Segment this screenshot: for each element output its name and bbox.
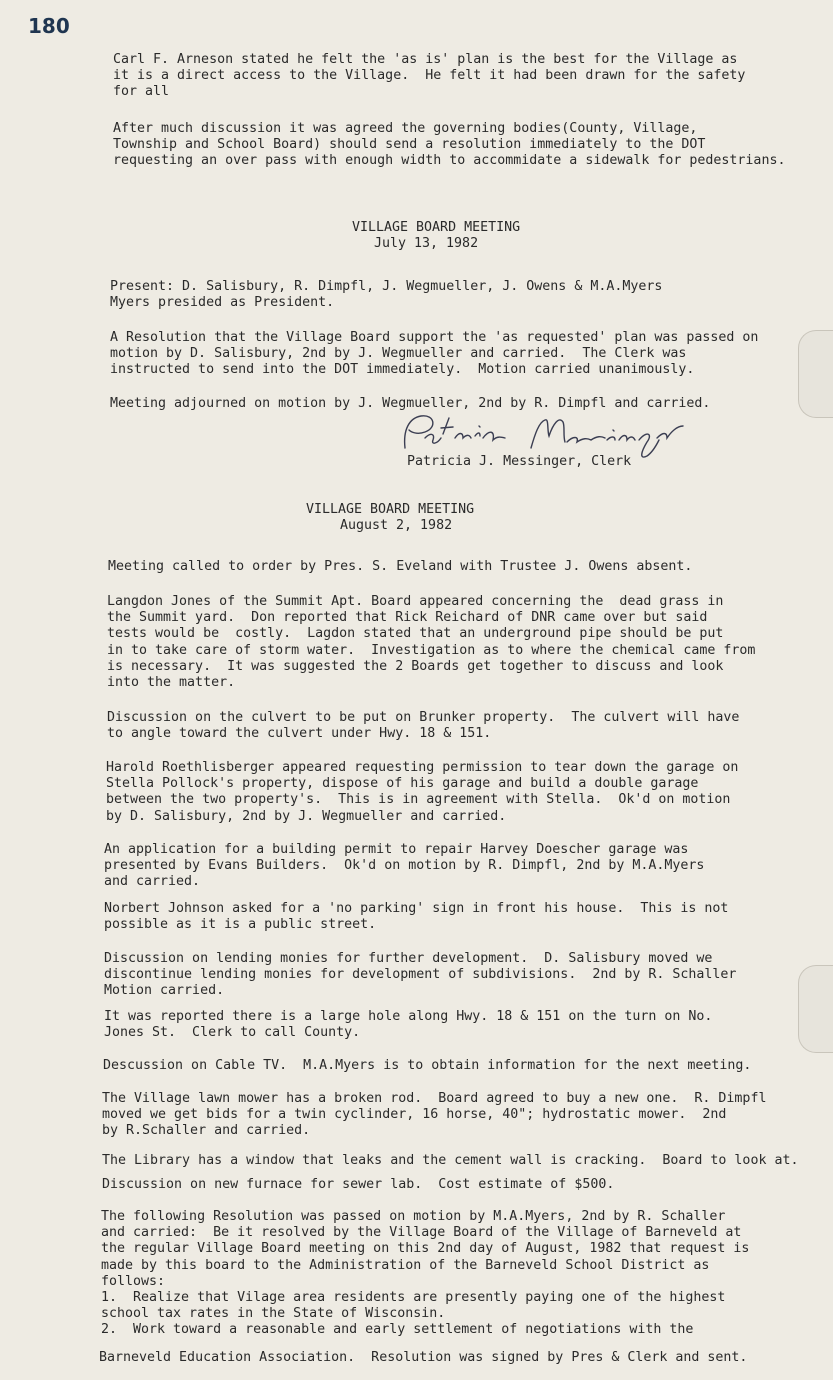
handwritten-signature — [395, 408, 700, 460]
binder-tab — [798, 330, 833, 418]
clerk-name: Patricia J. Messinger, Clerk — [407, 454, 632, 469]
meeting-heading: VILLAGE BOARD MEETING — [352, 220, 521, 235]
meeting-heading: VILLAGE BOARD MEETING — [306, 502, 475, 517]
paragraph: Discussion on new furnace for sewer lab. Cost estimate of $500. — [102, 1177, 615, 1192]
paragraph: Barneveld Education Association. Resolution was signed by Pres & Clerk and sent. — [99, 1350, 748, 1365]
paragraph: A Resolution that the Village Board support the 'as requested' plan was passed on motion by D. Salisbury, 2nd by J. Wegmueller and carried. The Clerk was instructed to send into the DOT immediately. Motion carried unanimously. — [110, 330, 759, 378]
paragraph: Carl F. Arneson stated he felt the 'as is' plan is the best for the Village as it is a direct access to the Village. He felt it had been drawn for the safety for all — [113, 52, 746, 100]
paragraph: An application for a building permit to repair Harvey Doescher garage was presented by Evans Builders. Ok'd on motion by R. Dimpfl, 2nd by M.A.Myers and carried. — [104, 842, 705, 890]
meeting-date: August 2, 1982 — [340, 518, 453, 533]
binder-tab — [798, 965, 833, 1053]
paragraph: The following Resolution was passed on motion by M.A.Myers, 2nd by R. Schaller and carried: Be it resolved by the Village Board of the Village of Barneveld at the regular Village Board meeting on this 2nd day of August, 1982 that request is made by this board to the Administration of the Barneveld School District as follows: 1. Realize that Vilage area residents are presently paying one of the highest school tax rates in the State of Wisconsin. 2. Work toward a reasonable and early settlement of negotiations with the — [101, 1209, 750, 1338]
paragraph: Present: D. Salisbury, R. Dimpfl, J. Wegmueller, J. Owens & M.A.Myers Myers presided as President. — [110, 279, 663, 311]
paragraph: Descussion on Cable TV. M.A.Myers is to obtain information for the next meeting. — [103, 1058, 752, 1073]
paragraph: Discussion on the culvert to be put on Brunker property. The culvert will have to angle toward the culvert under Hwy. 18 & 151. — [107, 710, 740, 742]
paragraph: The Village lawn mower has a broken rod. Board agreed to buy a new one. R. Dimpfl moved we get bids for a twin cyclinder, 16 horse, 40"; hydrostatic mower. 2nd by R.Schaller and carried. — [102, 1091, 767, 1139]
paragraph: Langdon Jones of the Summit Apt. Board appeared concerning the dead grass in the Summit yard. Don reported that Rick Reichard of DNR came over but said tests would be costly. Lagdon stated that an underground pipe should be put in to take care of storm water. Investigation as to where the chemical came from is necessary. It was suggested the 2 Boards get together to discuss and look into the matter. — [107, 594, 756, 691]
paragraph: It was reported there is a large hole along Hwy. 18 & 151 on the turn on No. Jones St. Clerk to call County. — [104, 1009, 713, 1041]
paragraph: The Library has a window that leaks and the cement wall is cracking. Board to look at. — [102, 1153, 799, 1168]
paragraph: Norbert Johnson asked for a 'no parking' sign in front his house. This is not possible as it is a public street. — [104, 901, 729, 933]
meeting-date: July 13, 1982 — [374, 236, 479, 251]
paragraph: Harold Roethlisberger appeared requesting permission to tear down the garage on Stella Pollock's property, dispose of his garage and build a double garage between the two property's. This is in agreement with Stella. Ok'd on motion by D. Salisbury, 2nd by J. Wegmueller and carried. — [106, 760, 739, 824]
paragraph: Discussion on lending monies for further development. D. Salisbury moved we discontinue lending monies for development of subdivisions. 2nd by R. Schaller Motion carried. — [104, 951, 737, 999]
page-number: 180 — [28, 14, 70, 38]
paragraph: After much discussion it was agreed the governing bodies(County, Village, Township and School Board) should send a resolution immediately to the DOT requesting an over pass with enough width to accommidate a sidewalk for pedestrians. — [113, 121, 786, 169]
paragraph: Meeting called to order by Pres. S. Eveland with Trustee J. Owens absent. — [108, 559, 693, 574]
paragraph: Meeting adjourned on motion by J. Wegmueller, 2nd by R. Dimpfl and carried. — [110, 396, 711, 411]
